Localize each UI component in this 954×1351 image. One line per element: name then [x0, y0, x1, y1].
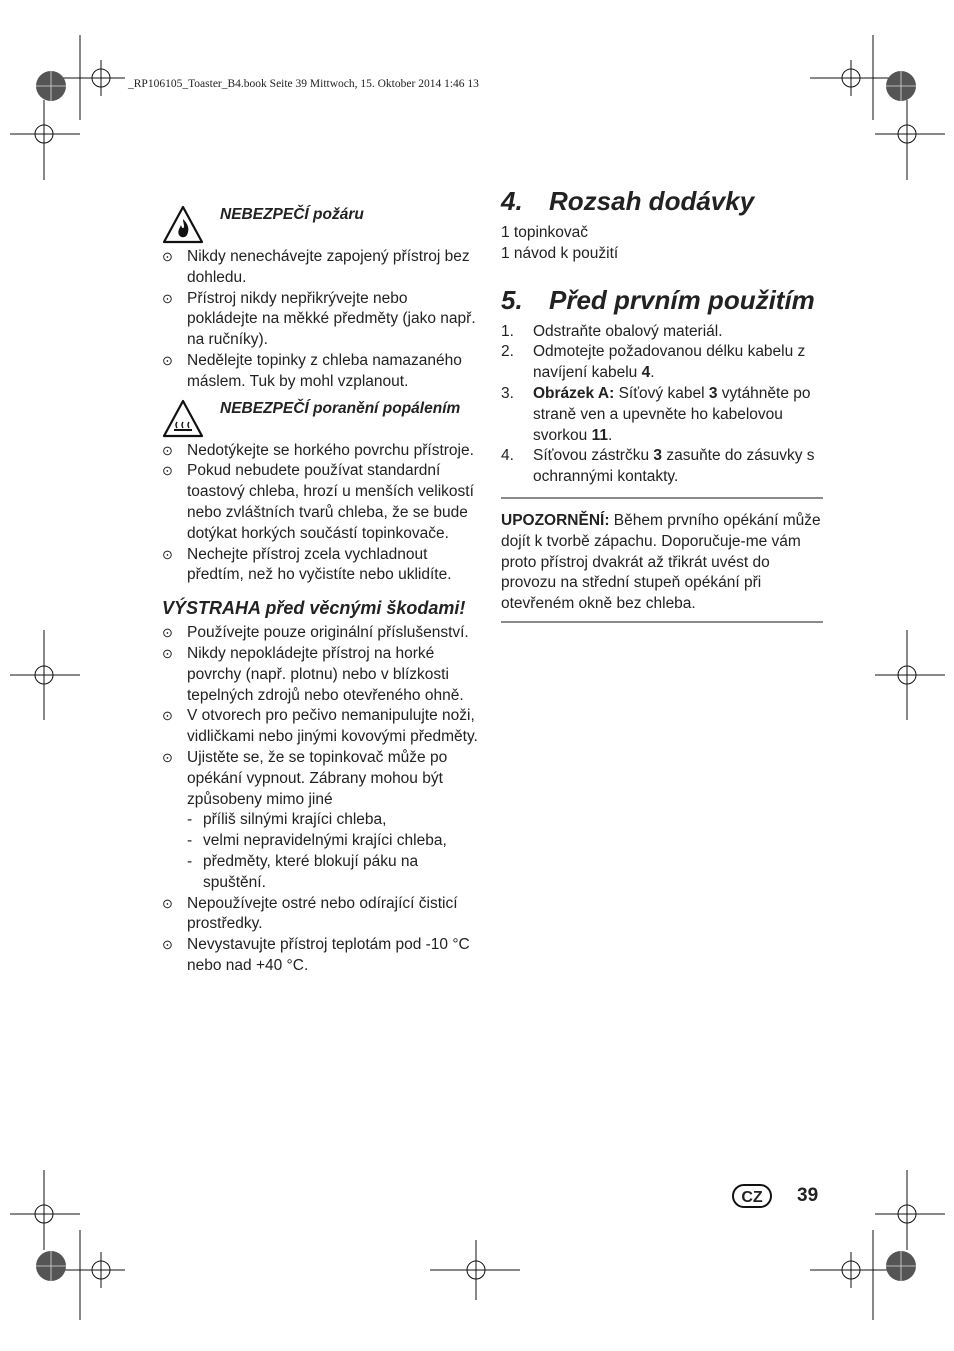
bullet-icon: ⊙ [162, 749, 173, 765]
list-item: ⊙ V otvorech pro pečivo nemanipulujte noži, vidličkami nebo jinými kovovými předměty. [162, 707, 478, 746]
sub-list-item: - příliš silnými krajíci chleba, [187, 811, 387, 829]
bullet-icon: ⊙ [162, 937, 173, 953]
list-item: ⊙ Nechejte přístroj zcela vychladnout předtím, než ho vyčistíte nebo uklidíte. [162, 545, 452, 584]
note-box [501, 497, 823, 623]
list-item: 1 topinkovač [501, 224, 589, 241]
step-item: 2. Odmotejte požadovanou délku kabelu z navíjení kabelu 4. [501, 343, 806, 382]
bullet-icon: ⊙ [162, 352, 173, 368]
step-item: 3. Obrázek A: Síťový kabel 3 vytáhněte po straně ven a upevněte ho kabelovou svorkou 11. [501, 384, 811, 444]
bullet-icon: ⊙ [162, 895, 173, 911]
right-column [501, 188, 823, 623]
burn-warning-block [162, 399, 482, 439]
bullet-icon: ⊙ [162, 442, 173, 458]
list-item: ⊙ Nikdy nepokládejte přístroj na horké povrchy (např. plotnu) nebo v blízkosti tepelných zdrojů nebo otevřeného ohně. [162, 644, 464, 704]
sub-list-item: - předměty, které blokují páku na spuštění. [187, 852, 419, 891]
list-item: ⊙ Nikdy nenechávejte zapojený přístroj bez dohledu. [162, 248, 470, 286]
bullet-icon: ⊙ [162, 645, 173, 661]
bullet-icon: ⊙ [162, 708, 173, 724]
property-warning-title: VÝSTRAHA před věcnými škodami! [162, 598, 466, 619]
fire-warning-icon [162, 205, 204, 245]
list-item: ⊙ Ujistěte se, že se topinkovač může po opékání vypnout. Zábrany mohou být způsobeny mimo jiné [162, 748, 448, 808]
country-badge: CZ [732, 1184, 772, 1208]
list-item: ⊙ Nepoužívejte ostré nebo odírající čisticí prostředky. [162, 894, 458, 933]
hot-surface-warning-icon [162, 399, 204, 439]
burn-warning-title: NEBEZPEČÍ poranění popálením [220, 399, 461, 417]
list-item: ⊙ Nedotýkejte se horkého povrchu přístroje. [162, 441, 482, 462]
note-label: UPOZORNĚNÍ: [501, 511, 610, 529]
note-text: Během prvního opékání může dojít k tvorbě zápachu. Doporučuje-me vám proto přístroj dvakrát až třikrát uvést do provozu na střední stupeň opékání při otevřeném okně bez chleba. [501, 511, 821, 613]
list-item: ⊙ Přístroj nikdy nepřikrývejte nebo pokládejte na měkké předměty (jako např. na ručníky). [162, 289, 476, 349]
sub-list-item: - velmi nepravidelnými krajíci chleba, [187, 832, 447, 850]
steps-list [501, 322, 823, 488]
step-item: 1. Odstraňte obalový materiál. [501, 322, 723, 340]
fire-warning-block [162, 205, 482, 245]
list-item: 1 návod k použití [501, 244, 619, 262]
bullet-icon: ⊙ [162, 290, 173, 306]
bullet-icon: ⊙ [162, 625, 173, 641]
section-4-heading: 4. Rozsah dodávky [501, 186, 755, 216]
list-item: ⊙ Nedělejte topinky z chleba namazaného máslem. Tuk by mohl vzplanout. [162, 351, 462, 390]
left-column [162, 205, 482, 977]
bullet-icon: ⊙ [162, 249, 173, 264]
fire-warning-title: NEBEZPEČÍ požáru [220, 206, 364, 223]
file-info-header: _RP106105_Toaster_B4.book Seite 39 Mittwoch, 15. Oktober 2014 1:46 13 [128, 78, 479, 90]
delivery-list [501, 223, 823, 265]
step-item: 4. Síťovou zástrčku 3 zasuňte do zásuvky s ochrannými kontakty. [501, 447, 815, 486]
list-item: ⊙ Pokud nebudete používat standardní toastový chleba, hrozí u menších velikostí nebo zvláštních tvarů chleba, že se bude dotýkat horkých součástí topinkovače. [162, 462, 474, 542]
section-5-heading: 5. Před prvním použitím [501, 284, 815, 315]
page-number: 39 [797, 1185, 819, 1206]
list-item: ⊙ Nevystavujte přístroj teplotám pod -10 °C nebo nad +40 °C. [162, 936, 470, 974]
bullet-icon: ⊙ [162, 463, 173, 479]
list-item: ⊙ Používejte pouze originální příslušenství. [162, 623, 482, 644]
bullet-icon: ⊙ [162, 546, 173, 562]
